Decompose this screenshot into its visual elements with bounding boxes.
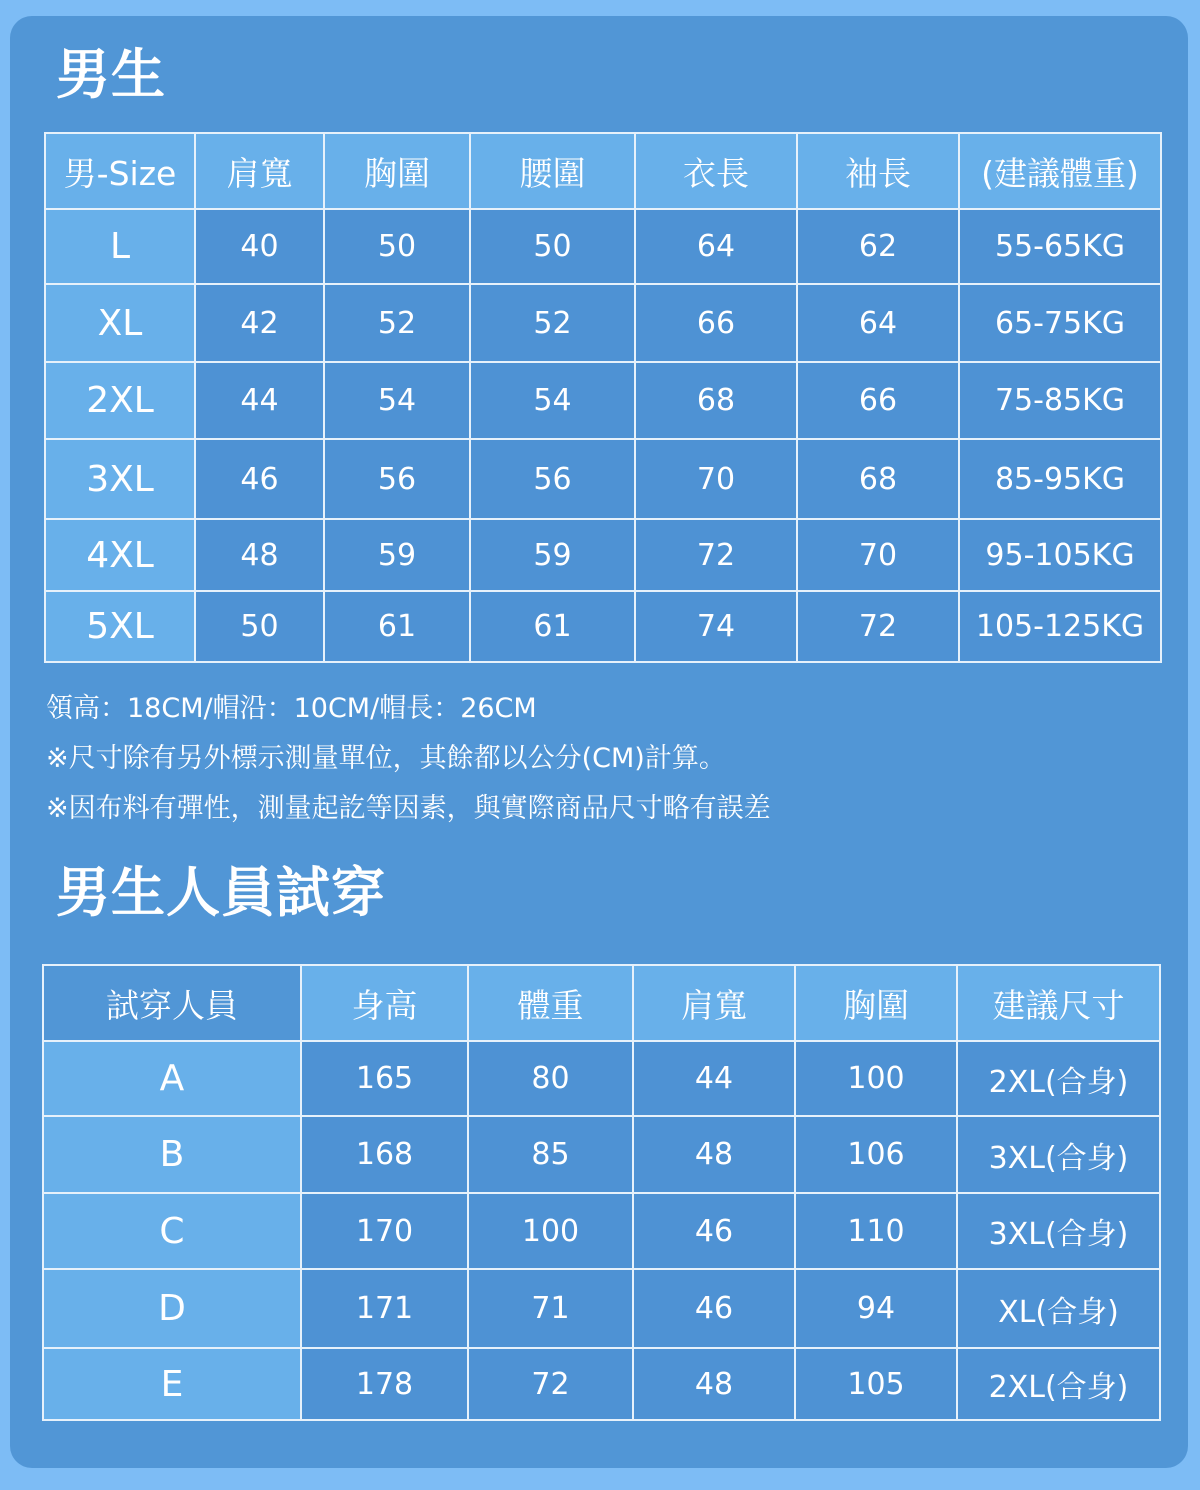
table-cell: 165 [301,1041,468,1116]
table-row [45,591,1161,662]
table-cell: 59 [324,519,470,591]
header-height: 身高 [301,965,468,1041]
table-cell: 170 [301,1193,468,1269]
table-cell: 65-75KG [959,284,1161,362]
table-row [43,1193,1160,1269]
table-row [45,209,1161,284]
table-cell: 48 [633,1116,795,1193]
table-cell: 3XL(合身) [957,1116,1160,1193]
header-shoulder-width: 肩寬 [633,965,795,1041]
table-cell: 40 [195,209,324,284]
header-suggested-weight: (建議體重) [959,133,1161,209]
table-cell: 72 [797,591,959,662]
table-row [45,362,1161,439]
fitting-section-title: 男生人員試穿 [56,861,386,924]
table-cell: 95-105KG [959,519,1161,591]
table-cell: 46 [633,1269,795,1348]
table-cell: 171 [301,1269,468,1348]
table-cell: 168 [301,1116,468,1193]
collar-hood-note: 領高：18CM/帽沿：10CM/帽長：26CM [46,693,537,724]
header-tester: 試穿人員 [43,965,301,1041]
table-cell: 46 [195,439,324,519]
table-cell: 64 [635,209,797,284]
tester-label: D [43,1269,301,1348]
table-cell: 42 [195,284,324,362]
table-cell: 61 [324,591,470,662]
fitting-table [42,964,1161,1421]
size-label: 2XL [45,362,195,439]
header-weight: 體重 [468,965,633,1041]
tester-label: E [43,1348,301,1420]
table-cell: 48 [195,519,324,591]
table-cell: 52 [324,284,470,362]
table-cell: 66 [635,284,797,362]
header-chest: 胸圍 [795,965,957,1041]
size-label: L [45,209,195,284]
size-label: 4XL [45,519,195,591]
tester-label: A [43,1041,301,1116]
table-cell: 71 [468,1269,633,1348]
table-cell: 56 [470,439,635,519]
table-cell: 68 [635,362,797,439]
table-cell: 61 [470,591,635,662]
size-label: XL [45,284,195,362]
header-suggested-size: 建議尺寸 [957,965,1160,1041]
table-cell: 46 [633,1193,795,1269]
table-cell: 64 [797,284,959,362]
table-cell: 50 [324,209,470,284]
table-cell: 106 [795,1116,957,1193]
table-cell: 75-85KG [959,362,1161,439]
table-cell: 100 [468,1193,633,1269]
table-cell: 3XL(合身) [957,1193,1160,1269]
table-cell: 54 [470,362,635,439]
table-header-row [43,965,1160,1041]
table-header-row [45,133,1161,209]
header-chest: 胸圍 [324,133,470,209]
table-cell: 50 [195,591,324,662]
table-cell: 48 [633,1348,795,1420]
size-notes [46,684,771,834]
table-cell: 66 [797,362,959,439]
tolerance-note: ※因布料有彈性，測量起訖等因素，與實際商品尺寸略有誤差 [46,793,771,824]
table-cell: 55-65KG [959,209,1161,284]
men-size-table [44,132,1162,663]
table-cell: 72 [635,519,797,591]
table-cell: 2XL(合身) [957,1041,1160,1116]
table-cell: 59 [470,519,635,591]
table-cell: 70 [797,519,959,591]
table-cell: 68 [797,439,959,519]
table-row [43,1116,1160,1193]
table-cell: 54 [324,362,470,439]
table-row [43,1269,1160,1348]
header-sleeve-length: 袖長 [797,133,959,209]
table-cell: 80 [468,1041,633,1116]
table-cell: 105 [795,1348,957,1420]
measurement-unit-note: ※尺寸除有另外標示測量單位，其餘都以公分(CM)計算。 [46,743,726,774]
table-row [45,519,1161,591]
table-cell: 74 [635,591,797,662]
table-cell: XL(合身) [957,1269,1160,1348]
table-cell: 62 [797,209,959,284]
table-row [45,284,1161,362]
header-length: 衣長 [635,133,797,209]
size-label: 3XL [45,439,195,519]
table-cell: 52 [470,284,635,362]
men-section-title: 男生 [56,43,166,106]
header-size: 男-Size [45,133,195,209]
table-cell: 178 [301,1348,468,1420]
table-cell: 44 [633,1041,795,1116]
table-cell: 100 [795,1041,957,1116]
table-cell: 85-95KG [959,439,1161,519]
table-cell: 70 [635,439,797,519]
table-cell: 56 [324,439,470,519]
table-cell: 94 [795,1269,957,1348]
header-waist: 腰圍 [470,133,635,209]
table-cell: 72 [468,1348,633,1420]
tester-label: B [43,1116,301,1193]
table-row [43,1348,1160,1420]
table-cell: 85 [468,1116,633,1193]
table-row [45,439,1161,519]
table-cell: 105-125KG [959,591,1161,662]
table-cell: 2XL(合身) [957,1348,1160,1420]
table-cell: 110 [795,1193,957,1269]
header-shoulder-width: 肩寬 [195,133,324,209]
table-row [43,1041,1160,1116]
table-cell: 50 [470,209,635,284]
size-label: 5XL [45,591,195,662]
table-cell: 44 [195,362,324,439]
tester-label: C [43,1193,301,1269]
